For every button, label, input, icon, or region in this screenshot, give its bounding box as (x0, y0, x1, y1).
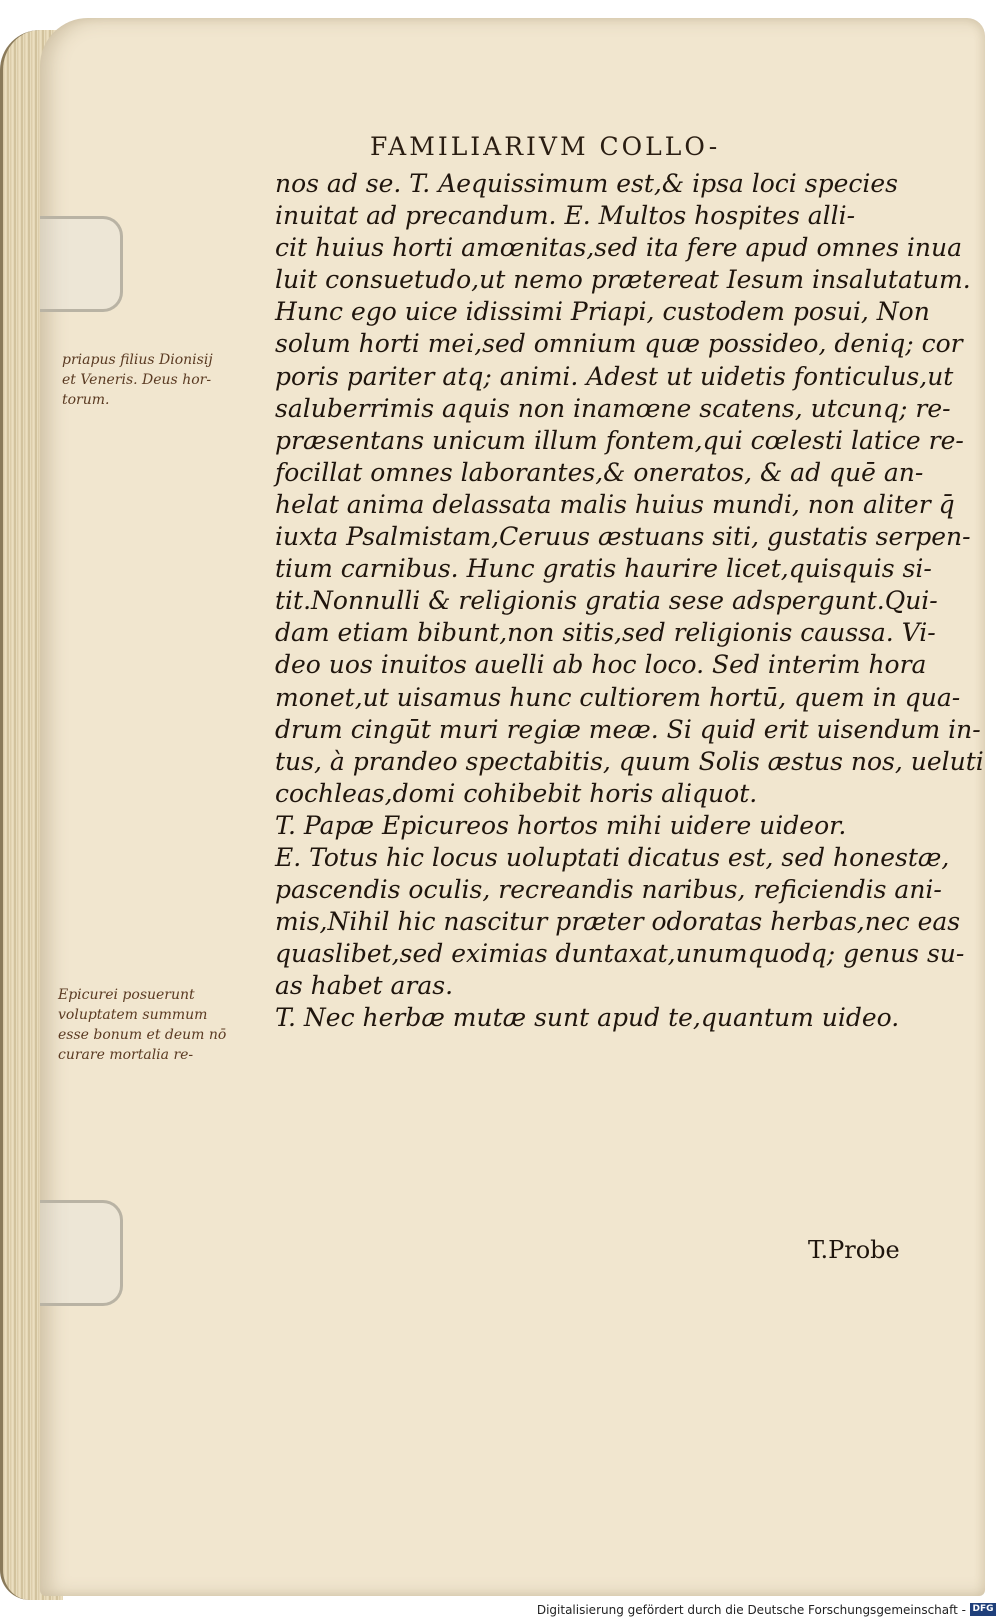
page-clip-bottom (40, 1200, 123, 1306)
text-line: T. Papæ Epicureos hortos mihi uidere uideor. (275, 810, 847, 840)
footer-credit: Digitalisierung gefördert durch die Deutsche Forschungsgemeinschaft - (536, 1603, 966, 1617)
text-line: dam etiam bibunt,non sitis,sed religionis caussa. Vi- (275, 618, 936, 648)
footer-bar (0, 1600, 1000, 1619)
text-line: focillat omnes laborantes,& oneratos, & ad quē an- (275, 457, 924, 487)
text-line: E. Totus hic locus uoluptati dicatus est, sed honestæ, (275, 842, 950, 872)
marginal-note-line: voluptatem summum (58, 1007, 208, 1023)
text-line: tium carnibus. Hunc gratis haurire licet,quisquis si- (275, 554, 932, 584)
text-line: luit consuetudo,ut nemo prætereat Iesum insalutatum. (275, 265, 971, 295)
text-line: iuxta Psalmistam,Ceruus æstuans siti, gustatis serpen- (275, 522, 971, 552)
page-clip-top (40, 216, 123, 312)
text-line: solum horti mei,sed omnium quæ possideo, deniq; cor (275, 329, 963, 359)
text-line: poris pariter atq; animi. Adest ut uidetis fonticulus,ut (275, 361, 954, 391)
text-line: Hunc ego uice idissimi Priapi, custodem posui, Non (275, 297, 930, 327)
text-line: helat anima delassata malis huius mundi, non aliter q̄ (275, 489, 955, 519)
dfg-logo: DFG (970, 1603, 996, 1616)
marginal-note-line: torum. (62, 392, 110, 408)
marginal-note-line: esse bonum et deum nō (58, 1027, 227, 1043)
text-line: deo uos inuitos auelli ab hoc loco. Sed interim hora (275, 650, 927, 680)
marginal-note-line: curare mortalia re- (58, 1047, 194, 1063)
marginal-note-line: Epicurei posuerunt (58, 987, 195, 1003)
catchword: T.Probe (808, 1236, 900, 1264)
text-line: cochleas,domi cohibebit horis aliquot. (275, 778, 758, 808)
text-line: monet,ut uisamus hunc cultiorem hortū, quem in qua- (275, 682, 961, 712)
text-line: nos ad se. T. Aequissimum est,& ipsa loci species (275, 169, 898, 198)
marginal-note-line: et Veneris. Deus hor- (62, 372, 212, 388)
text-line: inuitat ad precandum. E. Multos hospites alli- (275, 201, 856, 231)
text-line: mis,Nihil hic nascitur præter odoratas herbas,nec eas (275, 907, 961, 937)
marginal-note-line: priapus filius Dionisij (62, 352, 213, 368)
marginal-note-priapus (62, 350, 213, 410)
main-text (275, 168, 984, 1035)
text-line: as habet aras. (275, 971, 454, 1001)
text-line: tit.Nonnulli & religionis gratia sese adspergunt.Qui- (275, 586, 938, 616)
text-line: saluberrimis aquis non inamœne scatens, utcunq; re- (275, 393, 951, 423)
text-line: drum cingūt muri regiæ meæ. Si quid erit uisendum in- (275, 714, 981, 744)
text-line: præsentans unicum illum fontem,qui cœlesti latice re- (275, 425, 964, 455)
text-line: T. Nec herbæ mutæ sunt apud te,quantum uideo. (275, 1003, 900, 1033)
running-header: FAMILIARIVM COLLO- (370, 132, 721, 161)
text-line: cit huius horti amœnitas,sed ita fere apud omnes inua (275, 233, 963, 263)
text-line: quaslibet,sed eximias duntaxat,unumquodq; genus su- (275, 939, 965, 969)
text-line: pascendis oculis, recreandis naribus, reficiendis ani- (275, 875, 942, 905)
marginal-note-epicurei (58, 985, 226, 1065)
text-line: tus, à prandeo spectabitis, quum Solis æstus nos, ueluti (275, 746, 984, 776)
